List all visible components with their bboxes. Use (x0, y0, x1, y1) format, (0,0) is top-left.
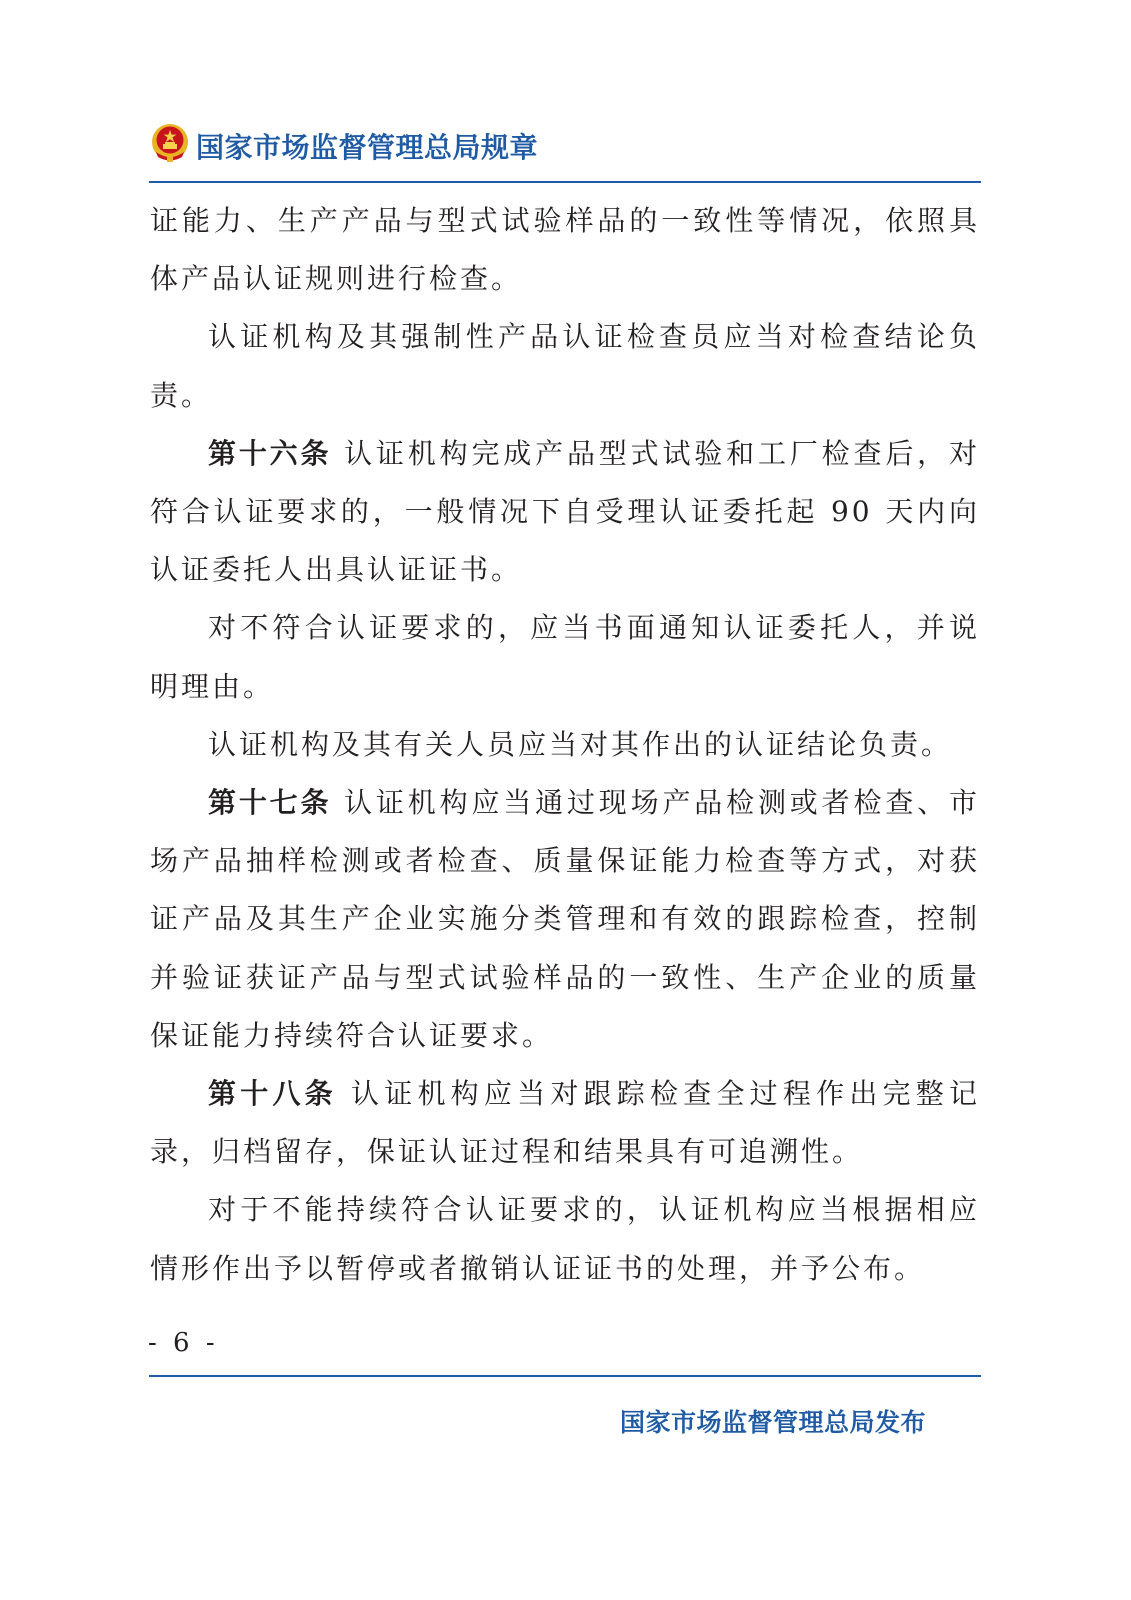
article-text: 认证机构应当通过现场产品检测或者检查、市场产品抽样检测或者检查、质量保证能力检查等方式，对获证产品及其生产企业实施分类管理和有效的跟踪检查，控制并验证获证产品与型式试验样品的一致性、生产企业的质量保证能力持续符合认证要求。 (150, 786, 980, 1052)
article-18 (150, 1065, 980, 1181)
paragraph: 对不符合认证要求的，应当书面通知认证委托人，并说明理由。 (150, 611, 980, 703)
paragraph: 认证机构及其强制性产品认证检查员应当对检查结论负责。 (150, 320, 980, 412)
article-number: 第十六条 (208, 436, 332, 470)
article-number: 第十七条 (208, 786, 332, 820)
document-body (150, 192, 980, 1298)
paragraph: 证能力、生产产品与型式试验样品的一致性等情况，依照具体产品认证规则进行检查。 (150, 204, 980, 296)
article-text: 认证机构完成产品型式试验和工厂检查后，对符合认证要求的，一般情况下自受理认证委托起 90 天内向认证委托人出具认证证书。 (150, 436, 980, 587)
article-number: 第十八条 (208, 1077, 337, 1111)
paragraph: 对于不能持续符合认证要求的，认证机构应当根据相应情形作出予以暂停或者撤销认证证书的处理，并予公布。 (150, 1193, 980, 1285)
footer-divider (149, 1375, 981, 1377)
paragraph: 认证机构及其有关人员应当对其作出的认证结论负责。 (208, 727, 953, 761)
footer-publisher: 国家市场监督管理总局发布 (619, 1408, 926, 1437)
article-16 (150, 425, 980, 600)
header-divider (149, 181, 981, 183)
header-title: 国家市场监督管理总局规章 (196, 131, 539, 164)
article-text: 认证机构应当对跟踪检查全过程作出完整记录，归档留存，保证认证过程和结果具有可追溯性。 (150, 1077, 980, 1169)
article-17 (150, 774, 980, 1065)
page-header (150, 122, 980, 172)
page-number: - 6 - (148, 1328, 219, 1358)
national-emblem-icon (150, 122, 190, 164)
